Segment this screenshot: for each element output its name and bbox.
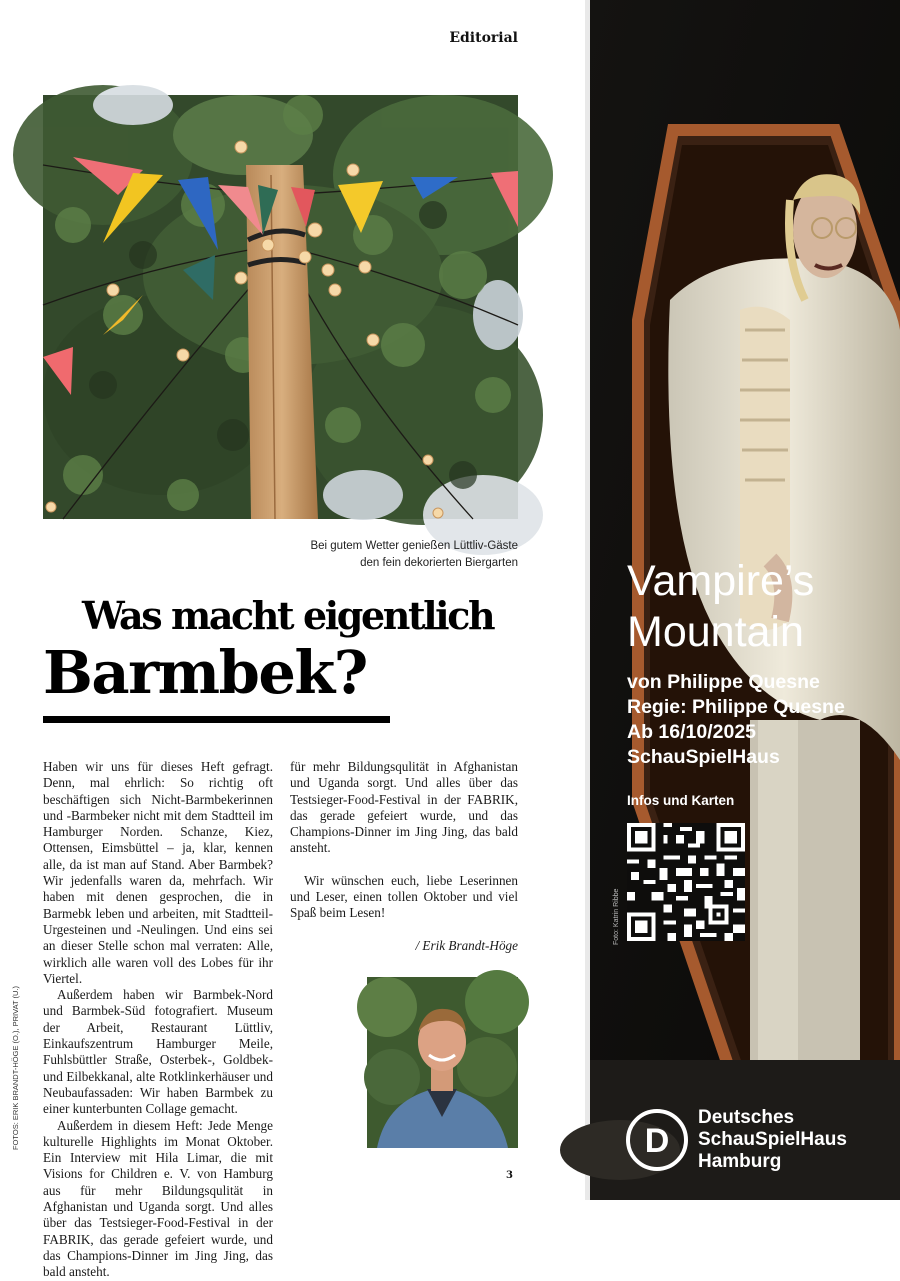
ad-director: Regie: Philippe Quesne [627, 696, 845, 718]
ad-title-line-1: Vampire’s [627, 557, 815, 605]
article-paragraph-4: Wir wünschen euch, liebe Leserinnen und Leser, einen tollen Oktober und viel Spaß beim Lesen! [290, 872, 518, 921]
ad-brand-name [698, 1107, 847, 1173]
brand-line-1: Deutsches [698, 1107, 795, 1128]
caption-line-2: den fein dekorierten Biergarten [360, 557, 518, 569]
biergarten-photo [43, 95, 518, 519]
photo-caption [250, 538, 518, 572]
schauspielhaus-logo [625, 1108, 689, 1172]
photo-credit: FOTOS: ERIK BRANDT-HÖGE (O.), PRIVAT (U.) [11, 985, 20, 1150]
logo-letter: D [644, 1122, 670, 1160]
article-paragraph-1: Haben wir uns für dieses Heft gefragt. Denn, mal ehrlich: So richtig oft beschäftigen sich Nicht-Barmbekerinnen und -Barmbeker nicht mit dem Stadtteil im Hamburger Norden. Schanze, Kiez, Ottensen, Eimsbüttel – ja, klar, kennen alle, da ist man auf Stand. Aber Barmbek? Wir jedenfalls waren da, mehrfach. Wir haben mit denen gesprochen, die in Barmebk leben und arbeiten, mit Stadtteil-Urgesteinen und -Neulingen. Und eins sei an dieser Stelle schon mal verraten: Alle, wirklich alle waren voll des Lobes für ihr Viertel. [43, 759, 273, 986]
headline-line-1: Was macht eigentlich [82, 593, 494, 638]
headline-line-2: Barmbek? [43, 638, 367, 707]
section-label: Editorial [449, 30, 518, 46]
brand-line-3: Hamburg [698, 1151, 782, 1172]
caption-line-1: Bei gutem Wetter genießen Lüttliv-Gäste [310, 540, 518, 552]
ad-show-title [627, 556, 814, 658]
theatre-advertisement [590, 0, 900, 1200]
headline-rule [43, 716, 390, 723]
ad-photo-credit: Foto: Katrin Ribbe [613, 888, 620, 945]
ad-tickets-label: Infos und Karten [627, 793, 735, 808]
article-paragraph-2: Außerdem haben wir Barmbek-Nord und Barmbek-Süd fotografiert. Museum der Arbeit, Restaurant Lüttliv, Einkaufszentrum Hamburger Meile, Fuhlsbüttler Straße, Osterbek-, Goldbek- und Eilbekkanal, alte Rotklinkerhäuser und Neubaufassaden: Wir haben Barmbek zu einer kunterbunten Collage gemacht. [43, 987, 273, 1117]
author-portrait [367, 977, 518, 1148]
ad-author: von Philippe Quesne [627, 671, 820, 693]
article-paragraph-3-continued: für mehr Bildungsqulität in Afghanistan und Uganda sorgt. Und alles über das Testsieger-Food-Festival in der FABRIK, das gerade gefeiert wurde, und das Champions-Dinner im Jing Jing, das bald ansteht. [290, 759, 518, 856]
qr-code-icon[interactable] [627, 823, 745, 941]
ad-title-line-2: Mountain [627, 608, 804, 656]
article-column-2 [290, 759, 518, 954]
article-column-1 [43, 759, 273, 1280]
author-signature: / Erik Brandt-Höge [415, 937, 518, 953]
ad-show-info [627, 670, 845, 770]
brand-line-2: SchauSpielHaus [698, 1129, 847, 1150]
ad-venue: SchauSpielHaus [627, 746, 780, 768]
ad-date: Ab 16/10/2025 [627, 721, 757, 743]
article-paragraph-3: Außerdem in diesem Heft: Jede Menge kulturelle Highlights im Monat Oktober. Ein Interview mit Hila Limar, die mit Visions for Children e. V. von Hamburg aus für mehr Bildungsqulität in Afghanistan und Uganda sorgt. Und alles über das Testsieger-Food-Festival in der FABRIK, das gerade gefeiert wurde, und das Champions-Dinner im Jing Jing, das bald ansteht. [43, 1117, 273, 1280]
page-number: 3 [506, 1170, 513, 1181]
